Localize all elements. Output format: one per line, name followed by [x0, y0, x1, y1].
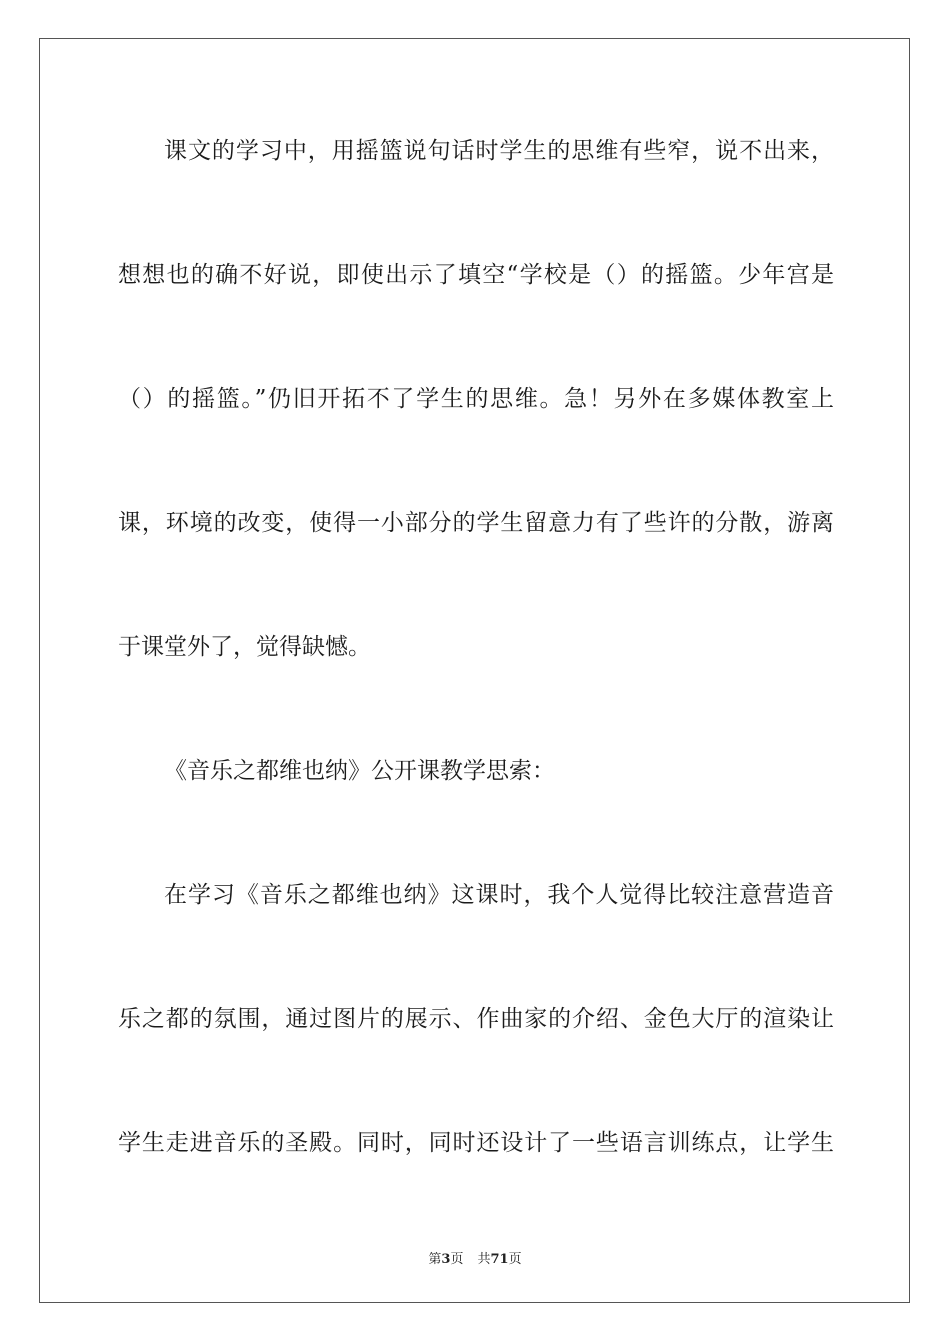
section-heading: 《音乐之都维也纳》公开课教学思索：: [164, 758, 555, 784]
page-frame: [39, 38, 910, 1303]
footer-page-number: 3: [441, 1252, 451, 1267]
paragraph-line-5: 于课堂外了，觉得缺憾。: [118, 634, 371, 660]
paragraph-line-7: 乐之都的氛围，通过图片的展示、作曲家的介绍、金色大厅的渲染让: [118, 1006, 834, 1032]
paragraph-line-3: （）的摇篮。”仍旧开拓不了学生的思维。急！另外在多媒体教室上: [118, 386, 834, 412]
footer-page-suffix: 页: [450, 1252, 464, 1267]
footer-total-suffix: 页: [508, 1252, 522, 1267]
page-footer: [0, 1248, 950, 1267]
paragraph-line-8: 学生走进音乐的圣殿。同时，同时还设计了一些语言训练点，让学生: [118, 1130, 834, 1156]
paragraph-line-2: 想想也的确不好说，即使出示了填空“学校是（）的摇篮。少年宫是: [118, 262, 834, 288]
footer-page-prefix: 第: [428, 1252, 442, 1267]
paragraph-line-4: 课，环境的改变，使得一小部分的学生留意力有了些许的分散，游离: [118, 510, 834, 536]
paragraph-line-6: 在学习《音乐之都维也纳》这课时，我个人觉得比较注意营造音: [164, 882, 834, 908]
paragraph-line-1: 课文的学习中，用摇篮说句话时学生的思维有些窄，说不出来，: [164, 138, 834, 164]
footer-total-pages: 71: [490, 1252, 509, 1267]
footer-total-prefix: 共: [477, 1252, 491, 1267]
